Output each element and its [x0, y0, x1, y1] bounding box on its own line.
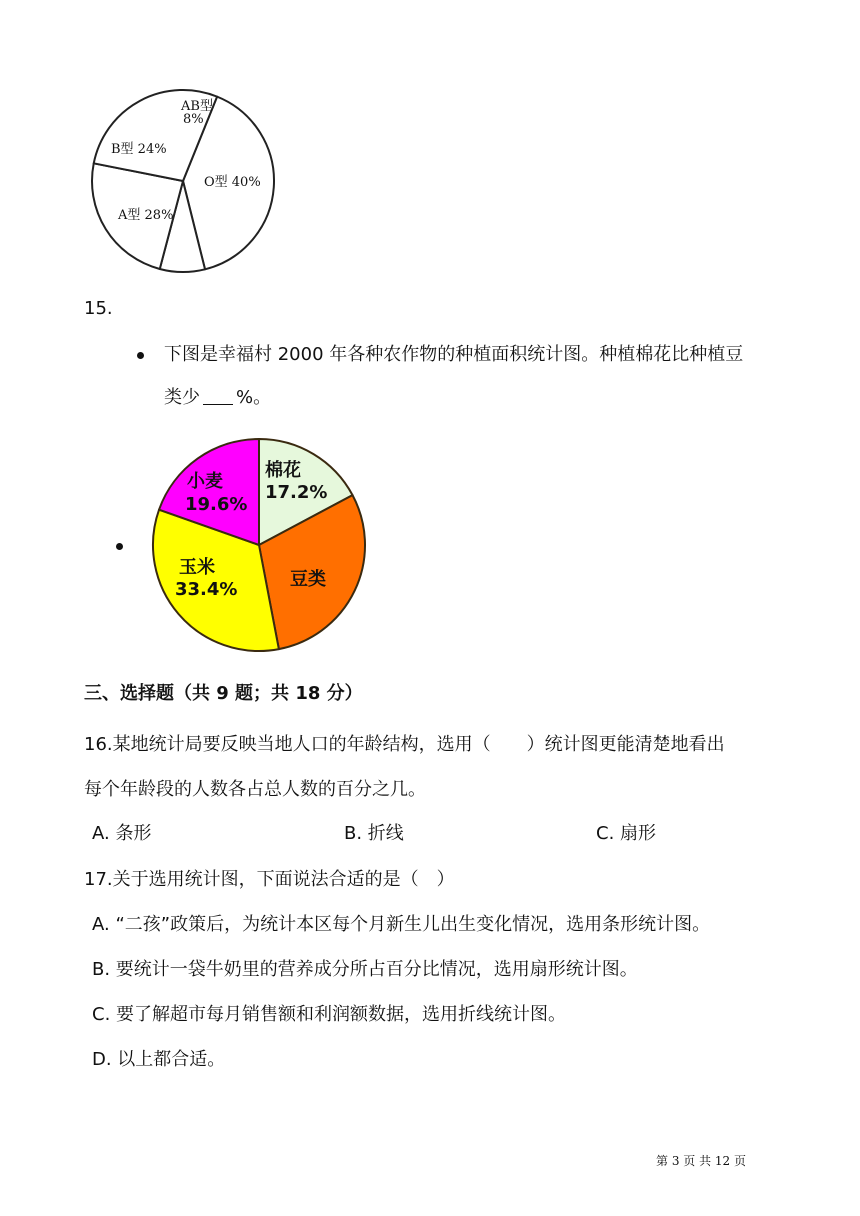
pie-label-cotton-name: 棉花	[265, 460, 301, 481]
pie-label-ab-name: AB型	[181, 99, 213, 114]
question-15-text-line1: 下图是幸福村 2000 年各种农作物的种植面积统计图。种植棉花比种植豆	[164, 344, 744, 365]
question-17-line1: 17.关于选用统计图，下面说法合适的是（ ）	[84, 869, 455, 890]
pie-label-cotton-pct: 17.2%	[265, 482, 328, 503]
section-3-title: 三、选择题（共 9 题；共 18 分）	[84, 683, 363, 704]
question-17-option-d[interactable]: D. 以上都合适。	[92, 1049, 226, 1070]
question-16-option-b[interactable]: B. 折线	[344, 823, 404, 844]
question-17-option-b[interactable]: B. 要统计一袋牛奶里的营养成分所占百分比情况，选用扇形统计图。	[92, 959, 638, 980]
question-16-line2: 每个年龄段的人数各占总人数的百分之几。	[84, 779, 426, 800]
pie-label-beans-name: 豆类	[290, 569, 326, 590]
pie-label-wheat-name: 小麦	[187, 471, 223, 492]
bullet-q15-chart	[116, 543, 123, 550]
crops-pie-chart	[150, 436, 368, 654]
pie-label-a: A型 28%	[118, 208, 174, 223]
blood-type-pie-chart	[88, 86, 278, 276]
pie-label-o: O型 40%	[204, 175, 261, 190]
question-15-text-part2: %。	[236, 387, 272, 408]
question-16-line1: 16.某地统计局要反映当地人口的年龄结构，选用（ ）统计图更能清楚地看出	[84, 734, 725, 755]
page-footer: 第 3 页 共 12 页	[656, 1154, 746, 1168]
pie-label-corn-name: 玉米	[179, 557, 215, 578]
question-17-option-a[interactable]: A. “二孩”政策后，为统计本区每个月新生儿出生变化情况，选用条形统计图。	[92, 914, 711, 935]
pie-label-corn-pct: 33.4%	[175, 579, 238, 600]
bullet-q15-text	[137, 352, 144, 359]
question-15-number: 15.	[84, 298, 113, 319]
crops-pie-svg	[150, 436, 368, 654]
pie-label-b: B型 24%	[111, 142, 167, 157]
question-16-option-a[interactable]: A. 条形	[92, 823, 152, 844]
pie-label-ab-pct: 8%	[183, 112, 204, 127]
pie-label-wheat-pct: 19.6%	[185, 494, 248, 515]
question-15-text-part1: 类少	[164, 387, 200, 408]
answer-blank[interactable]	[203, 386, 233, 405]
question-17-option-c[interactable]: C. 要了解超市每月销售额和利润额数据，选用折线统计图。	[92, 1004, 567, 1025]
question-16-option-c[interactable]: C. 扇形	[596, 823, 657, 844]
question-15-text-line2	[164, 386, 271, 410]
